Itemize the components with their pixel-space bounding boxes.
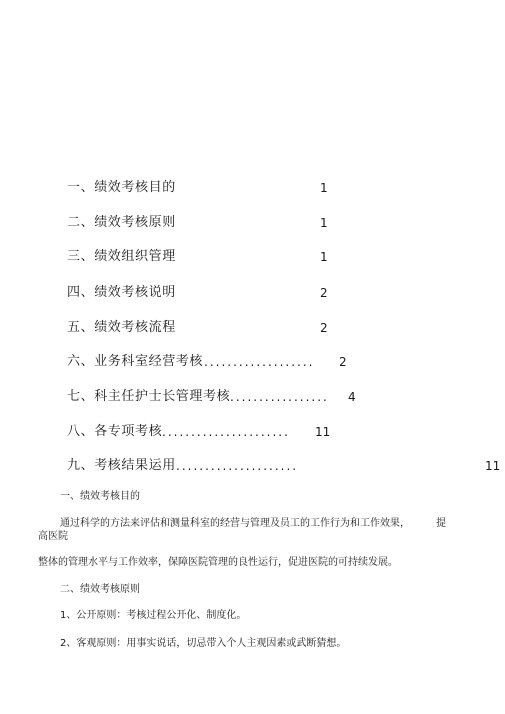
toc-item[interactable]: [67, 318, 367, 338]
toc-item-page: 11: [485, 459, 501, 473]
principle-item: 1、公开原则：考核过程公开化、制度化。: [60, 610, 247, 621]
toc-item[interactable]: [67, 178, 367, 198]
toc-item[interactable]: [67, 456, 505, 476]
toc-item[interactable]: [67, 213, 367, 233]
toc-item[interactable]: [67, 283, 367, 303]
toc-item[interactable]: [67, 352, 367, 372]
section1-paragraph-line2: 高医院: [38, 531, 68, 542]
section1-heading: 一、绩效考核目的: [60, 491, 140, 502]
toc-item-page: 11: [315, 425, 331, 439]
principle-item: 2、客观原则：用事实说话，切忌带入个人主观因素或武断猜想。: [60, 638, 347, 649]
toc-item-title: 一、绩效考核目的: [67, 180, 176, 195]
toc-item-title: 二、绩效考核原则: [67, 215, 176, 230]
toc-item-page: 1: [320, 181, 328, 195]
toc-item-page: 1: [320, 250, 328, 264]
toc-item-page: 4: [348, 390, 356, 404]
toc-item-page: 2: [320, 286, 328, 300]
toc-item-leader: ...................: [204, 355, 315, 369]
toc-item-title: 五、绩效考核流程: [67, 320, 176, 335]
section1-paragraph-line1: 通过科学的方法来评估和测量科室的经营与管理及员工的工作行为和工作效果，: [60, 518, 410, 529]
toc-item-leader: .....................: [176, 459, 299, 473]
toc-item[interactable]: [67, 387, 367, 407]
toc-item-title: 七、科主任护士长管理考核: [67, 389, 231, 404]
section1-paragraph-line3: 整体的管理水平与工作效率，保障医院管理的良性运行，促进医院的可持续发展。: [38, 557, 398, 568]
toc-item-title: 八、各专项考核: [67, 424, 163, 439]
toc-item-page: 2: [320, 321, 328, 335]
toc-item-title: 四、绩效考核说明: [67, 285, 176, 300]
toc-item-title: 六、业务科室经营考核: [67, 354, 204, 369]
section1-paragraph-tail: 提: [436, 518, 446, 529]
toc-item-title: 九、考核结果运用: [67, 458, 176, 473]
toc-item-page: 1: [320, 216, 328, 230]
toc-item-title: 三、绩效组织管理: [67, 249, 176, 264]
toc-item-page: 2: [339, 355, 347, 369]
section2-heading: 二、绩效考核原则: [60, 584, 140, 595]
toc-item-leader: .................: [230, 390, 329, 404]
toc-item[interactable]: [67, 422, 367, 442]
toc-item-leader: ......................: [162, 425, 290, 439]
toc-item[interactable]: [67, 247, 367, 267]
